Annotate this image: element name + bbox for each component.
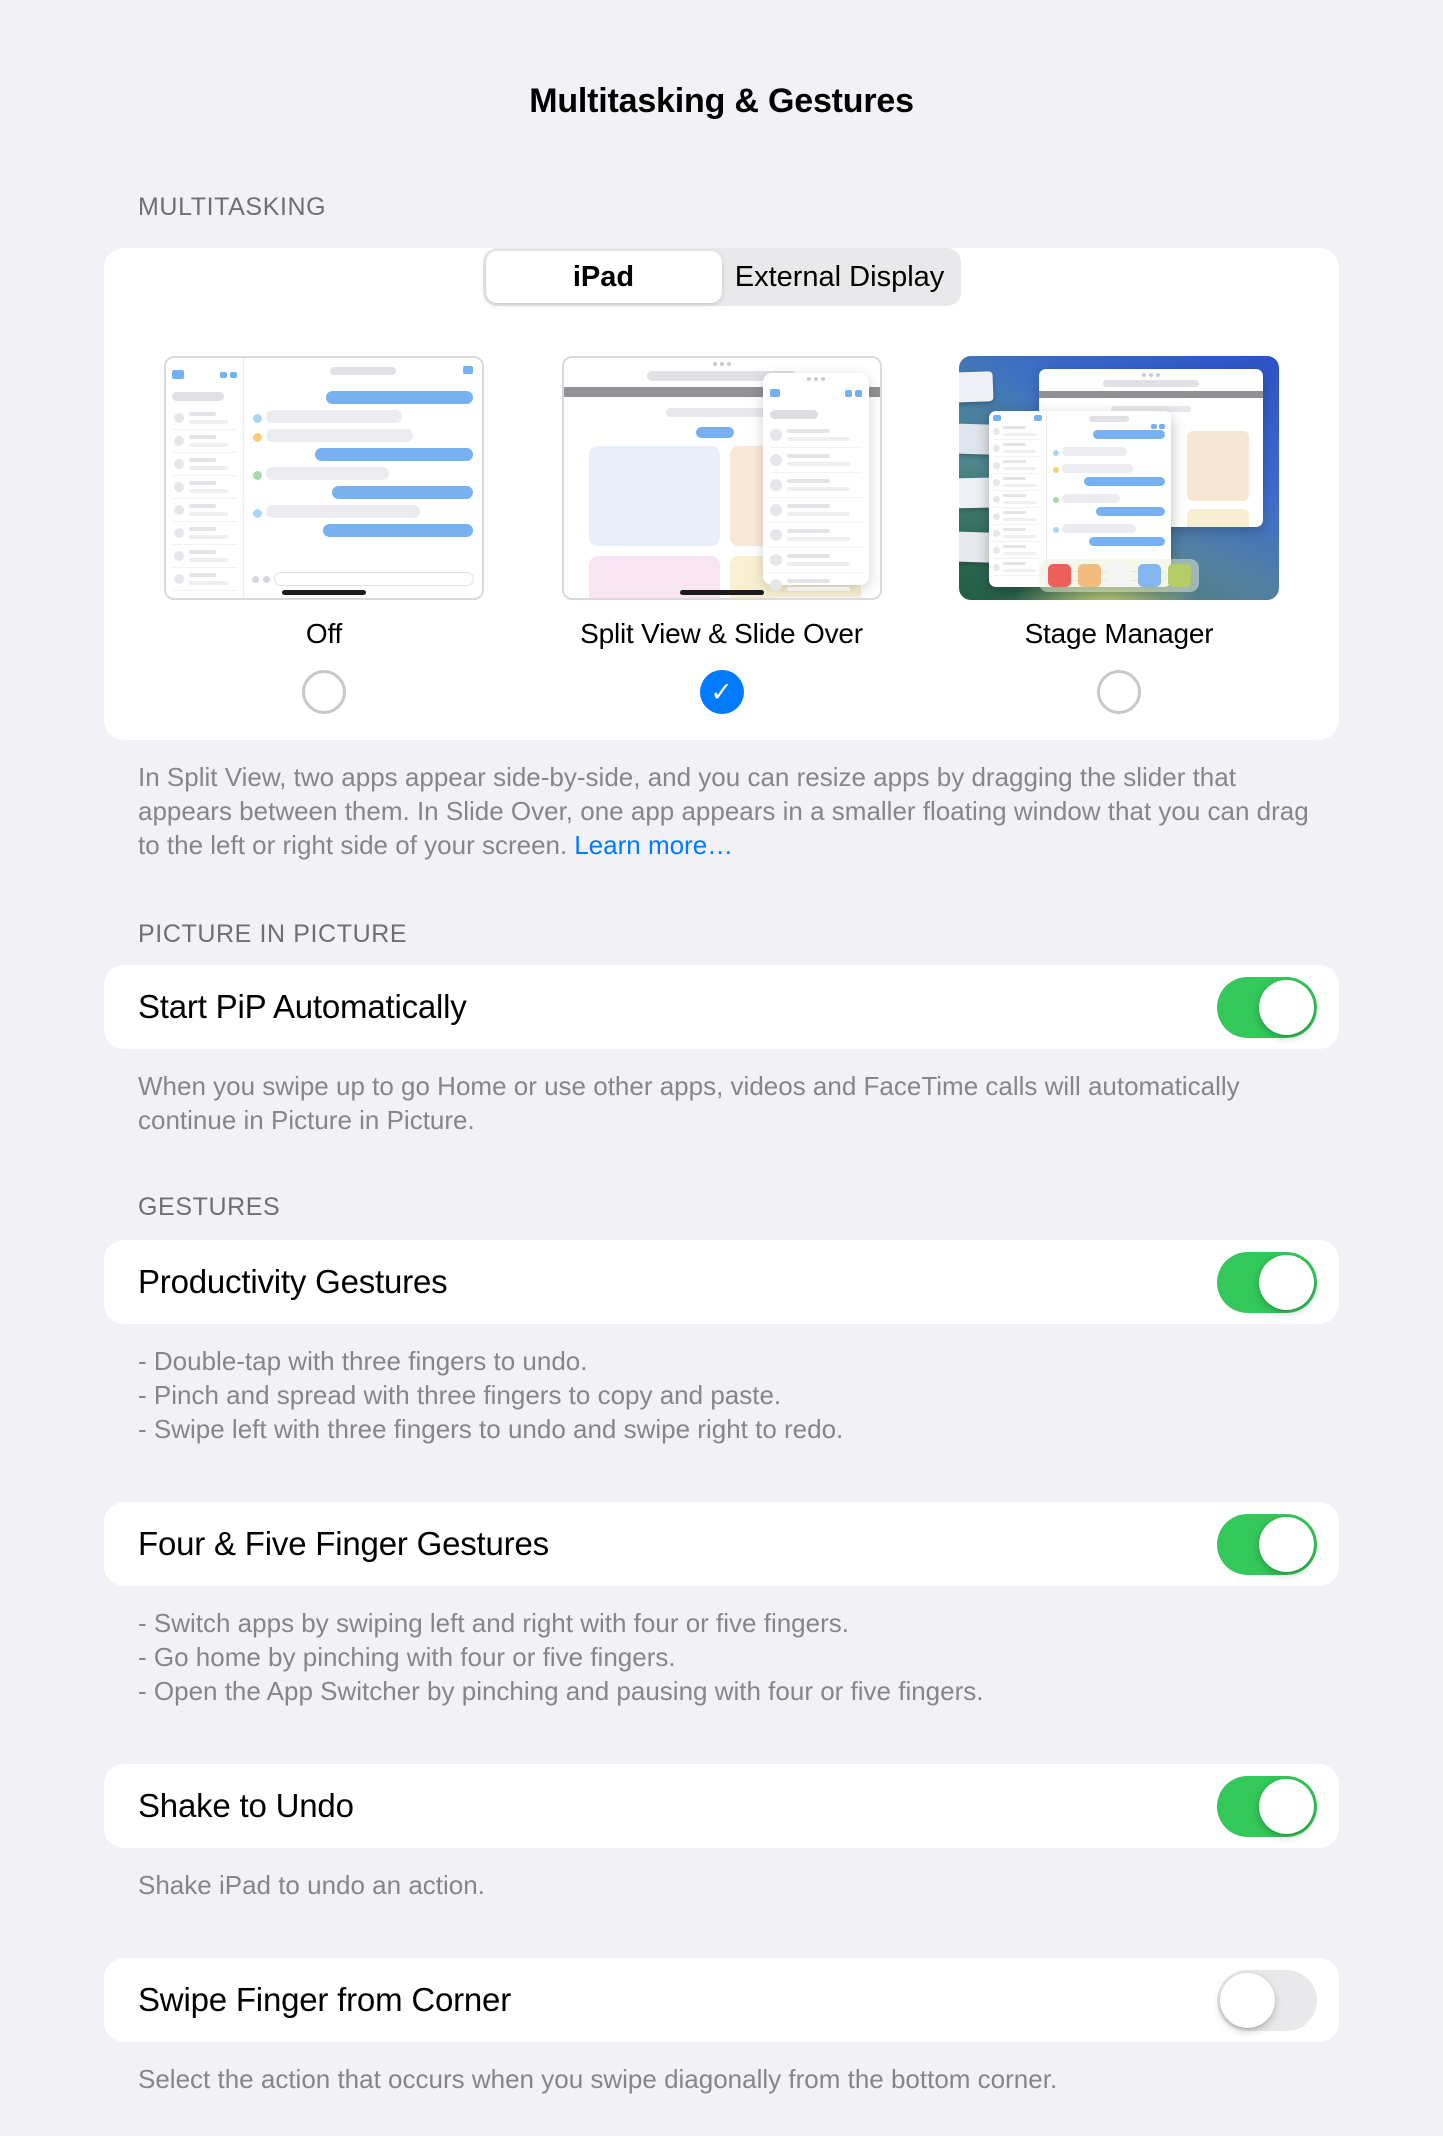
chat-art (244, 358, 482, 598)
multitasking-footer (138, 760, 1315, 862)
footer-line: - Swipe left with three fingers to undo and swipe right to redo. (138, 1414, 844, 1444)
pip-footer: When you swipe up to go Home or use other apps, videos and FaceTime calls will automatically continue in Picture in Picture. (138, 1071, 1240, 1135)
panel-list-art (770, 423, 862, 598)
option-label-split-view: Split View & Slide Over (580, 618, 863, 649)
dock-art (1039, 559, 1199, 592)
home-indicator (282, 590, 366, 595)
shake-to-undo-label: Shake to Undo (138, 1787, 354, 1824)
toggle-knob (1220, 1973, 1275, 2028)
footer-line: - Double-tap with three fingers to undo. (138, 1346, 588, 1376)
four-five-finger-row (104, 1502, 1339, 1586)
footer-line: - Go home by pinching with four or five fingers. (138, 1642, 676, 1672)
sidebar-list-art (172, 407, 237, 591)
option-label-off: Off (305, 618, 343, 649)
radio-off[interactable] (302, 670, 346, 714)
toggle-knob (1259, 980, 1314, 1035)
four-five-finger-label: Four & Five Finger Gestures (138, 1525, 549, 1562)
swipe-finger-from-corner-label: Swipe Finger from Corner (138, 1981, 511, 2018)
segment-external-display[interactable]: External Display (734, 260, 945, 293)
segment-ipad[interactable]: iPad (486, 251, 722, 303)
swipe-finger-from-corner-row (104, 1958, 1339, 2042)
footer-line: - Pinch and spread with three fingers to copy and paste. (138, 1380, 782, 1410)
learn-more-link[interactable]: Learn more… (574, 830, 734, 860)
multitasking-card (104, 248, 1339, 740)
split-view-preview-art (562, 356, 882, 600)
grabber-dots-icon (564, 358, 880, 366)
multitasking-footer-text: In Split View, two apps appear side-by-side, and you can resize apps by dragging the slider that appears between them. In Slide Over, one app appears in a smaller floating window that you can drag to the left or right side of your screen. (138, 762, 1309, 860)
section-header-gestures: GESTURES (138, 1193, 281, 1221)
option-stage-manager[interactable] (959, 356, 1279, 714)
home-indicator (680, 590, 764, 595)
slide-over-panel-art (763, 373, 869, 585)
option-label-stage-manager: Stage Manager (1024, 618, 1214, 649)
shake-to-undo-row (104, 1764, 1339, 1848)
pip-row-label: Start PiP Automatically (138, 988, 467, 1025)
page-title: Multitasking & Gestures (529, 82, 914, 120)
toggle-knob (1259, 1779, 1314, 1834)
display-segmented-control (483, 248, 961, 306)
mini-list-art (993, 423, 1042, 576)
radio-stage-manager[interactable] (1097, 670, 1141, 714)
section-header-pip: PICTURE IN PICTURE (138, 920, 408, 948)
toggle-knob (1259, 1255, 1314, 1310)
off-preview-art (164, 356, 484, 600)
pip-row (104, 965, 1339, 1049)
swipe-finger-from-corner-footer: Select the action that occurs when you swipe diagonally from the bottom corner. (138, 2064, 1058, 2094)
four-five-finger-footer (138, 1606, 1315, 1708)
toggle-knob (1259, 1517, 1314, 1572)
footer-line: - Open the App Switcher by pinching and pausing with four or five fingers. (138, 1676, 984, 1706)
footer-line: - Switch apps by swiping left and right with four or five fingers. (138, 1608, 849, 1638)
section-header-multitasking: MULTITASKING (138, 193, 327, 221)
option-split-view[interactable] (562, 356, 882, 714)
option-off[interactable] (164, 356, 484, 714)
productivity-gestures-toggle[interactable] (1217, 1252, 1317, 1313)
productivity-gestures-label: Productivity Gestures (138, 1263, 448, 1300)
productivity-gestures-row (104, 1240, 1339, 1324)
shake-to-undo-footer: Shake iPad to undo an action. (138, 1870, 485, 1900)
multitasking-options (104, 356, 1339, 740)
sidebar-art (166, 358, 244, 598)
shake-to-undo-toggle[interactable] (1217, 1776, 1317, 1837)
stage-manager-preview-art (959, 356, 1279, 600)
checkmark-icon: ✓ (710, 676, 733, 707)
productivity-gestures-footer (138, 1344, 1315, 1446)
pip-toggle[interactable] (1217, 977, 1317, 1038)
swipe-finger-from-corner-toggle[interactable] (1217, 1970, 1317, 2031)
four-five-finger-toggle[interactable] (1217, 1514, 1317, 1575)
radio-split-view[interactable] (700, 670, 744, 714)
